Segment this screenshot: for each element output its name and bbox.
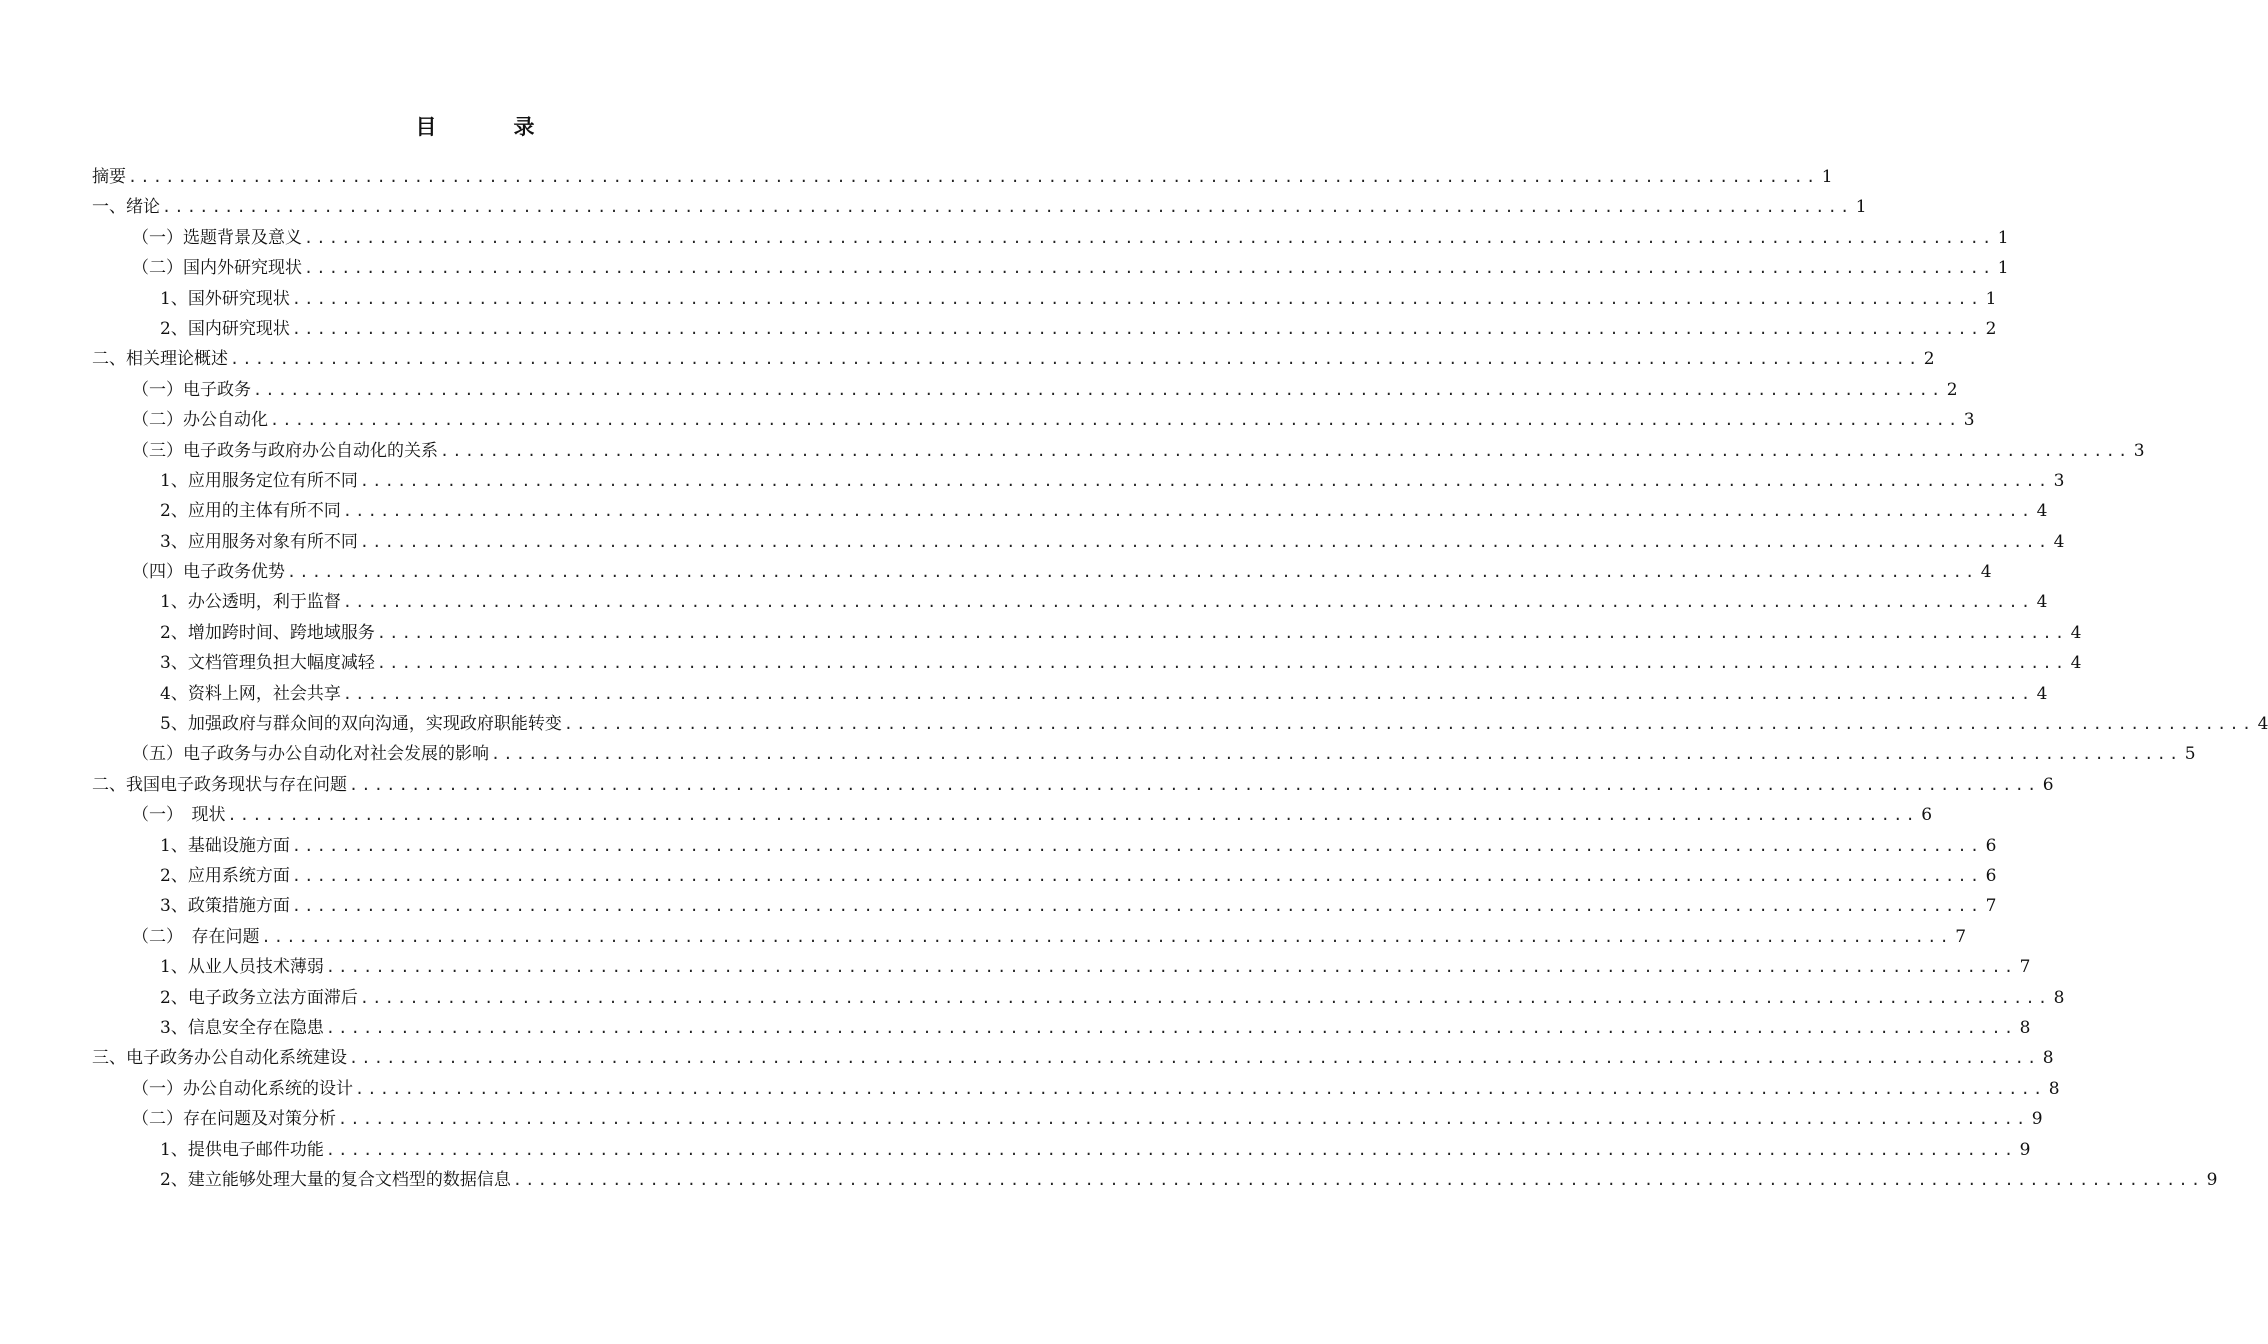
dot-leader: ........................................................................................................................................ [291,836,1983,855]
dot-leader: ........................................................................................................................................ [355,1079,2046,1098]
toc-entry-text: （一） 现状 [132,805,226,826]
dot-leader: ........................................................................................................................................ [325,1140,2017,1159]
toc-entry-text: （一）选题背景及意义 [132,227,302,248]
toc-entry-text: 2、国内研究现状 [160,318,290,339]
toc-entry [92,192,1867,222]
dot-leader: ........................................................................................................................................ [162,198,1853,217]
toc-entry [92,1013,2031,1043]
toc-entry-text: 三、电子政务办公自动化系统建设 [92,1048,347,1069]
toc-entry [92,618,2082,648]
toc-entry-text: 2、建立能够处理大量的复合文档型的数据信息 [160,1169,511,1190]
dot-leader: ........................................................................................................................................ [291,319,1983,338]
dot-leader: ........................................................................................................................................ [338,1110,2029,1129]
toc-entry [92,739,2196,769]
toc-page-number: 8 [2053,987,2065,1008]
toc-page-number: 6 [1985,835,1997,856]
dot-leader: ........................................................................................................................................ [304,259,1995,278]
toc-entry-text: 1、办公透明，利于监督 [160,592,341,613]
toc-entry [92,861,1997,891]
toc-page-number: 6 [2042,774,2054,795]
toc-entry-text: 2、应用的主体有所不同 [160,501,341,522]
dot-leader: ........................................................................................................................................ [563,715,2255,734]
dot-leader: ........................................................................................................................................ [359,532,2051,551]
toc-entry-text: 3、应用服务对象有所不同 [160,531,358,552]
toc-page-number: 1 [1821,167,1833,187]
toc-entry-text: 1、应用服务定位有所不同 [160,470,358,491]
toc-entry-text: 4、资料上网，社会共享 [160,683,341,704]
toc-entry-text: 3、政策措施方面 [160,896,290,917]
toc-page-number: 4 [2036,501,2048,522]
toc-entry [92,284,1997,314]
toc-entry-text: 摘要 [92,167,126,187]
toc-page-number: 8 [2019,1017,2031,1038]
toc-entry-text: 2、应用系统方面 [160,865,290,886]
toc-entry [92,436,2145,466]
dot-leader: ........................................................................................................................................ [359,471,2051,490]
dot-leader: ........................................................................................................................................ [325,1018,2017,1037]
toc-entry-text: 5、加强政府与群众间的双向沟通，实现政府职能转变 [160,714,562,735]
dot-leader: ........................................................................................................................................ [291,289,1983,308]
dot-leader: ........................................................................................................................................ [270,411,1961,430]
dot-leader: ........................................................................................................................................ [512,1170,2204,1189]
toc-entry-text: 1、提供电子邮件功能 [160,1139,324,1160]
toc-entry [92,375,1958,405]
toc-page-number: 4 [2070,622,2082,643]
dot-leader: ........................................................................................................................................ [230,350,1921,369]
toc-entry-text: 二、我国电子政务现状与存在问题 [92,774,347,795]
toc-entry [92,496,2048,526]
dot-leader: ........................................................................................................................................ [227,806,1919,825]
dot-leader: ........................................................................................................................................ [342,502,2034,521]
toc-page-number: 6 [1921,805,1933,826]
dot-leader: ........................................................................................................................................ [253,380,1944,399]
toc-entry [92,1135,2031,1165]
dot-leader: ........................................................................................................................................ [376,623,2068,642]
dot-leader: ........................................................................................................................................ [440,441,2131,460]
dot-leader: ........................................................................................................................................ [291,866,1983,885]
toc-page-number: 1 [1855,197,1867,218]
toc-entry [92,527,2065,557]
dot-leader: ........................................................................................................................................ [359,988,2051,1007]
toc-page-number: 4 [1980,562,1992,583]
toc-page-number: 7 [1985,896,1997,917]
toc-page-number: 3 [1963,410,1975,431]
toc-entry [92,1043,2054,1073]
toc-page-number: 9 [2031,1109,2043,1130]
toc-entry-text: 2、电子政务立法方面滞后 [160,987,358,1008]
dot-leader: ........................................................................................................................................ [128,168,1819,186]
toc-page-number: 3 [2053,470,2065,491]
toc-page-number: 6 [1985,865,1997,886]
toc-entry [92,557,1992,587]
toc-page-number: 4 [2036,592,2048,613]
toc-entry-text: 1、国外研究现状 [160,288,290,309]
toc-page-number: 5 [2184,744,2196,765]
toc-entry [92,162,1833,192]
toc-page-number: 2 [1946,379,1958,400]
toc-entry [92,983,2065,1013]
toc-entry-text: （三）电子政务与政府办公自动化的关系 [132,440,438,461]
toc-page-number: 8 [2042,1048,2054,1069]
dot-leader: ........................................................................................................................................ [342,593,2034,612]
toc-entry-text: 二、相关理论概述 [92,349,228,370]
toc-entry-text: 3、文档管理负担大幅度减轻 [160,653,375,674]
dot-leader: ........................................................................................................................................ [349,1049,2040,1068]
toc-entry-text: （二）国内外研究现状 [132,258,302,279]
toc-entry-text: 2、增加跨时间、跨地域服务 [160,622,375,643]
toc-page-number: 8 [2048,1078,2060,1099]
toc-entry [92,831,1997,861]
toc-entry-text: （五）电子政务与办公自动化对社会发展的影响 [132,744,489,765]
toc-entry-text: （二）存在问题及对策分析 [132,1109,336,1130]
toc-page-number: 1 [1997,258,2009,279]
toc-entry [92,770,2054,800]
toc-entry [92,1165,2218,1195]
toc-page-number: 7 [1955,926,1967,947]
toc-entry [92,800,1933,830]
toc-entry [92,314,1997,344]
toc-page-number: 9 [2019,1139,2031,1160]
toc-entry-text: 一、绪论 [92,197,160,218]
toc-title: 目 录 [415,115,563,139]
toc-entry [92,648,2082,678]
toc-entry [92,344,1935,374]
toc-entry [92,587,2048,617]
toc-entry [92,952,2031,982]
toc-page-number: 3 [2133,440,2145,461]
dot-leader: ........................................................................................................................................ [325,958,2017,977]
toc-page-number: 2 [1985,318,1997,339]
toc-entry [92,891,1997,921]
toc-entry [92,1104,2043,1134]
toc-page-number: 4 [2257,714,2268,735]
dot-leader: ........................................................................................................................................ [349,775,2040,794]
dot-leader: ........................................................................................................................................ [291,897,1983,916]
dot-leader: ........................................................................................................................................ [491,745,2182,764]
toc-entry-text: （四）电子政务优势 [132,562,285,583]
dot-leader: ........................................................................................................................................ [376,654,2068,673]
toc-entry-text: （二）办公自动化 [132,410,268,431]
toc-page-number: 1 [1985,288,1997,309]
toc-entry-text: 1、从业人员技术薄弱 [160,957,324,978]
toc-entry-text: 3、信息安全存在隐患 [160,1017,324,1038]
toc-entry [92,223,2009,253]
toc-entry [92,1074,2060,1104]
toc-page-number: 2 [1923,349,1935,370]
dot-leader: ........................................................................................................................................ [342,684,2034,703]
toc-page-number: 7 [2019,957,2031,978]
dot-leader: ........................................................................................................................................ [304,228,1995,247]
dot-leader: ........................................................................................................................................ [261,927,1953,946]
toc-entry-text: （一）办公自动化系统的设计 [132,1078,353,1099]
toc-entry [92,466,2065,496]
toc-entry [92,709,2268,739]
toc-entry [92,679,2048,709]
toc-entry-text: （一）电子政务 [132,379,251,400]
toc-entry [92,922,1967,952]
toc-entry-text: （二） 存在问题 [132,926,260,947]
dot-leader: ........................................................................................................................................ [287,563,1978,582]
toc-entry-text: 1、基础设施方面 [160,835,290,856]
toc-list [92,162,2268,1195]
toc-entry [92,405,1975,435]
toc-page-number: 4 [2036,683,2048,704]
toc-page-number: 9 [2206,1169,2218,1190]
toc-page-number: 4 [2070,653,2082,674]
toc-page-number: 1 [1997,227,2009,248]
toc-entry [92,253,2009,283]
toc-page-number: 4 [2053,531,2065,552]
